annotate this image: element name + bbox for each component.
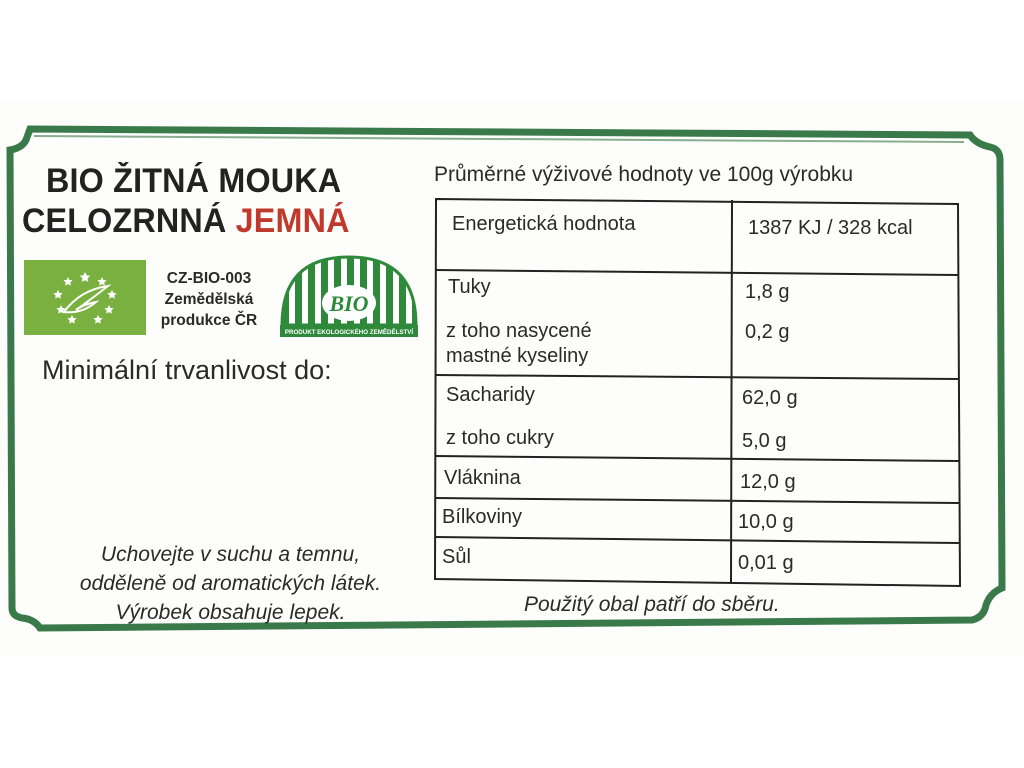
nutrition-row-energy-value: 1387 KJ / 328 kcal xyxy=(748,217,913,239)
storage-line1: Uchovejte v suchu a temnu, xyxy=(100,543,361,566)
nutrition-row-sugars-label: z toho cukry xyxy=(446,427,554,449)
nutrition-row-carbs-label: Sacharidy xyxy=(446,384,535,406)
nutrition-row-protein-label: Bílkoviny xyxy=(442,506,523,528)
nutrition-row-salt-label: Sůl xyxy=(442,546,471,568)
nutrition-row-saturated-label: z toho nasycené xyxy=(446,320,592,342)
nutrition-table-grid xyxy=(0,100,1024,655)
bio-logo-text: BIO xyxy=(329,291,369,316)
nutrition-row-saturated-value: 0,2 g xyxy=(745,321,790,343)
product-title-accent: JEMNÁ xyxy=(235,202,350,240)
nutrition-row-sugars-value: 5,0 g xyxy=(742,430,787,452)
nutrition-row-saturated-label2: mastné kyseliny xyxy=(446,345,589,367)
nutrition-row-fat-value: 1,8 g xyxy=(745,281,790,303)
nutrition-row-salt-value: 0,01 g xyxy=(738,552,794,574)
storage-line3: Výrobek obsahuje lepek. xyxy=(115,601,346,624)
nutrition-row-energy-label: Energetická hodnota xyxy=(452,213,636,235)
certification-line1: Zemědělská xyxy=(164,291,254,308)
nutrition-row-fibre-label: Vláknina xyxy=(444,467,521,489)
certification-line2: produkce ČR xyxy=(160,312,258,329)
nutrition-row-fat-label: Tuky xyxy=(448,276,491,298)
nutrition-row-protein-value: 10,0 g xyxy=(738,511,794,533)
nutrition-heading: Průměrné výživové hodnoty ve 100g výrobku xyxy=(434,163,854,186)
nutrition-row-carbs-value: 62,0 g xyxy=(742,387,798,409)
product-title-line1: BIO ŽITNÁ MOUKA xyxy=(46,162,342,200)
product-label xyxy=(0,100,1024,655)
best-before-label: Minimální trvanlivost do: xyxy=(42,355,332,385)
certification-code: CZ-BIO-003 xyxy=(166,270,252,287)
product-title-main: CELOZRNNÁ xyxy=(22,202,227,240)
nutrition-row-fibre-value: 12,0 g xyxy=(740,471,796,493)
bio-logo-caption: PRODUKT EKOLOGICKÉHO ZEMĚDĚLSTVÍ xyxy=(284,329,414,336)
recycle-note: Použitý obal patří do sběru. xyxy=(524,593,780,616)
storage-line2: odděleně od aromatických látek. xyxy=(79,572,382,595)
